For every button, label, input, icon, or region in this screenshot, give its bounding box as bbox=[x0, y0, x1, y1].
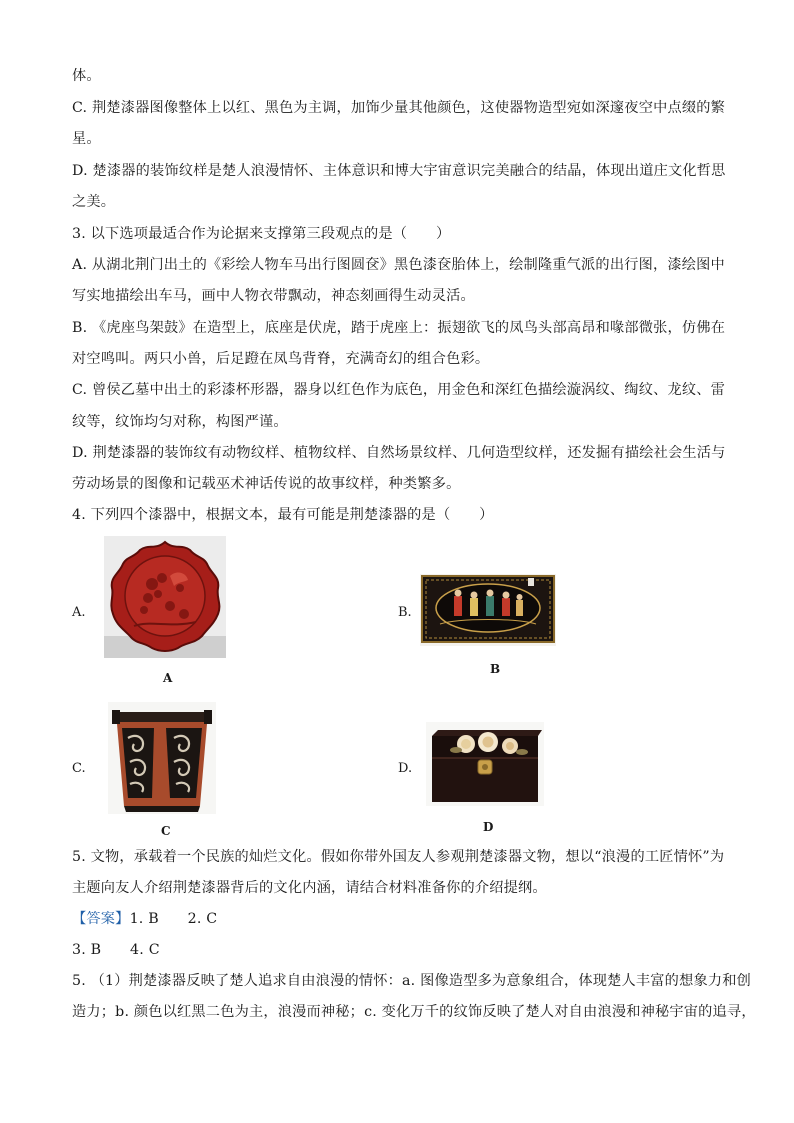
question-5-line-2: 主题向友人介绍荆楚漆器背后的文化内涵，请结合材料准备你的介绍提纲。 bbox=[72, 880, 547, 896]
black-lacquer-panel-image bbox=[420, 574, 556, 646]
option-2d-line-1: D. 楚漆器的装饰纹样是楚人浪漫情怀、主体意识和博大宇宙意识完美融合的结晶，体现出道庄文化哲思 bbox=[72, 163, 726, 179]
answer-tag: 【答案】 bbox=[72, 911, 130, 927]
option-4c-caption: C bbox=[161, 824, 171, 838]
option-4d-label: D. bbox=[398, 761, 413, 776]
option-4d-caption: D bbox=[483, 820, 494, 834]
answer-5-line-2: 造力；b. 颜色以红黑二色为主，浪漫而神秘；c. 变化万千的纹饰反映了楚人对自由浪漫和神秘宇宙的追寻， bbox=[72, 1004, 756, 1020]
option-3b-line-1: B. 《虎座鸟架鼓》在造型上，底座是伏虎，踏于虎座上：振翅欲飞的凤鸟头部高昂和喙部微张，仿佛在 bbox=[72, 320, 726, 336]
option-4a-label: A. bbox=[72, 605, 86, 620]
question-4-stem: 4. 下列四个漆器中，根据文本，最有可能是荆楚漆器的是（ ） bbox=[72, 507, 494, 523]
question-5-line-1: 5. 文物，承载着一个民族的灿烂文化。假如你带外国友人参观荆楚漆器文物，想以“浪漫的工匠情怀”为 bbox=[72, 849, 725, 865]
option-3d-line-1: D. 荆楚漆器的装饰纹有动物纹样、植物纹样、自然场景纹样、几何造型纹样，还发掘有描绘社会生活与 bbox=[72, 445, 726, 461]
lacquer-box-image bbox=[426, 722, 544, 806]
option-2d-line-2: 之美。 bbox=[72, 194, 116, 210]
question-3-stem: 3. 以下选项最适合作为论据来支撑第三段观点的是（ ） bbox=[72, 226, 451, 242]
option-3a-line-2: 写实地描绘出车马，画中人物衣带飘动，神态刻画得生动灵活。 bbox=[72, 288, 475, 304]
option-4c-label: C. bbox=[72, 761, 86, 776]
answer-line-2: 3. B 4. C bbox=[72, 942, 160, 958]
answer-line bbox=[72, 909, 727, 929]
red-lacquer-plate-image bbox=[104, 536, 226, 658]
option-4b-label: B. bbox=[398, 605, 412, 620]
option-2c-line-1: C. 荆楚漆器图像整体上以红、黑色为主调，加饰少量其他颜色，这使器物造型宛如深邃夜空中点缀的繁 bbox=[72, 100, 726, 116]
option-4a-caption: A bbox=[163, 671, 173, 685]
answer-5-line-1: 5. （1）荆楚漆器反映了楚人追求自由浪漫的情怀：a. 图像造型多为意象组合，体现楚人丰富的想象力和创 bbox=[72, 973, 752, 989]
option-3c-line-2: 纹等，纹饰均匀对称，构图严谨。 bbox=[72, 414, 288, 430]
option-3d-line-2: 劳动场景的图像和记载巫术神话传说的故事纹样，种类繁多。 bbox=[72, 476, 461, 492]
option-4b-caption: B bbox=[490, 662, 501, 676]
option-3b-line-2: 对空鸣叫。两只小兽，后足蹬在凤鸟背脊，充满奇幻的组合色彩。 bbox=[72, 351, 490, 367]
option-2c-line-2: 星。 bbox=[72, 131, 101, 147]
cup-shaped-lacquer-vessel-image bbox=[108, 702, 216, 814]
answer-values: 1. B 2. C bbox=[129, 911, 218, 927]
option-3a-line-1: A. 从湖北荆门出土的《彩绘人物车马出行图圆奁》黑色漆奁胎体上，绘制隆重气派的出行图，漆绘图中 bbox=[72, 257, 725, 273]
option-3c-line-1: C. 曾侯乙墓中出土的彩漆杯形器，器身以红色作为底色，用金色和深红色描绘漩涡纹、绹纹、龙纹、雷 bbox=[72, 382, 726, 398]
text-line: 体。 bbox=[72, 68, 101, 84]
